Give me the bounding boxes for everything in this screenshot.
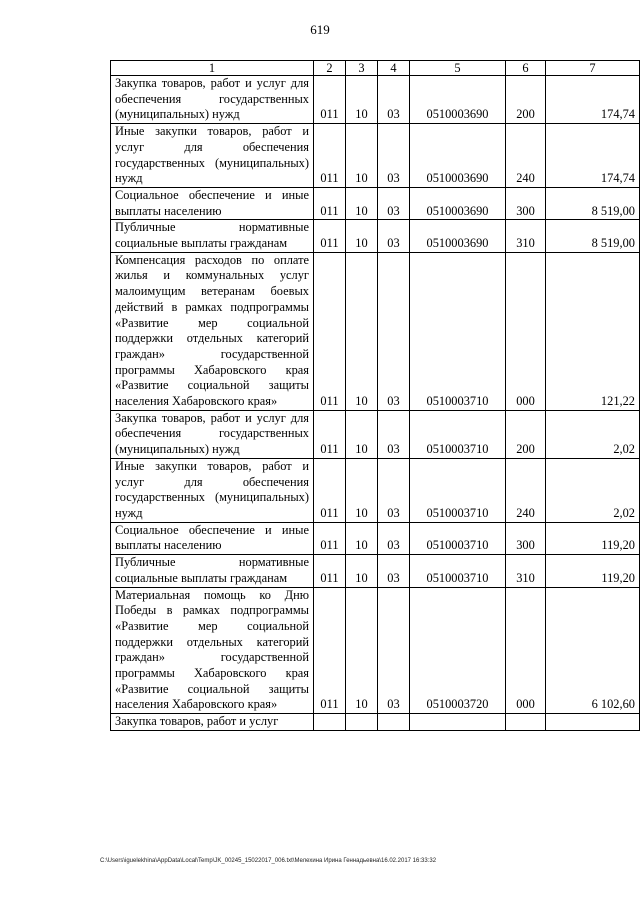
row-expense-type: 300 — [506, 522, 546, 554]
row-expense-type: 000 — [506, 252, 546, 410]
row-expense-type: 200 — [506, 76, 546, 124]
header-col-5: 5 — [410, 61, 506, 76]
row-ministry-code: 011 — [314, 458, 346, 522]
row-section-code: 10 — [346, 76, 378, 124]
row-target-article: 0510003710 — [410, 252, 506, 410]
row-expense-type: 300 — [506, 187, 546, 219]
row-ministry-code: 011 — [314, 252, 346, 410]
table-row — [111, 252, 640, 410]
table-row — [111, 124, 640, 188]
row-amount: 121,22 — [546, 252, 640, 410]
row-subsection-code: 03 — [378, 220, 410, 252]
row-amount: 8 519,00 — [546, 187, 640, 219]
row-ministry-code: 011 — [314, 124, 346, 188]
row-amount: 6 102,60 — [546, 587, 640, 714]
table-row — [111, 76, 640, 124]
row-ministry-code: 011 — [314, 410, 346, 458]
table-row — [111, 587, 640, 714]
row-subsection-code — [378, 714, 410, 731]
table-row — [111, 458, 640, 522]
row-subsection-code: 03 — [378, 555, 410, 587]
row-expense-type: 310 — [506, 555, 546, 587]
row-name: Закупка товаров, работ и услуг для обеспечения государственных (муниципальных) нужд — [111, 76, 314, 124]
row-name: Закупка товаров, работ и услуг для обеспечения государственных (муниципальных) нужд — [111, 410, 314, 458]
table-row — [111, 522, 640, 554]
header-col-6: 6 — [506, 61, 546, 76]
table-row — [111, 220, 640, 252]
table-row — [111, 714, 640, 731]
row-target-article: 0510003690 — [410, 220, 506, 252]
row-name: Социальное обеспечение и иные выплаты населению — [111, 187, 314, 219]
row-target-article: 0510003710 — [410, 410, 506, 458]
row-amount: 2,02 — [546, 458, 640, 522]
row-subsection-code: 03 — [378, 522, 410, 554]
row-amount: 174,74 — [546, 76, 640, 124]
row-target-article: 0510003690 — [410, 76, 506, 124]
row-section-code: 10 — [346, 124, 378, 188]
row-name: Социальное обеспечение и иные выплаты населению — [111, 522, 314, 554]
row-amount: 8 519,00 — [546, 220, 640, 252]
row-ministry-code: 011 — [314, 76, 346, 124]
row-section-code: 10 — [346, 187, 378, 219]
row-amount: 174,74 — [546, 124, 640, 188]
row-subsection-code: 03 — [378, 587, 410, 714]
row-section-code: 10 — [346, 252, 378, 410]
row-target-article: 0510003690 — [410, 187, 506, 219]
row-section-code: 10 — [346, 410, 378, 458]
row-target-article: 0510003710 — [410, 458, 506, 522]
row-subsection-code: 03 — [378, 187, 410, 219]
header-col-1: 1 — [111, 61, 314, 76]
header-col-7: 7 — [546, 61, 640, 76]
budget-table — [110, 60, 640, 731]
row-amount — [546, 714, 640, 731]
row-target-article: 0510003710 — [410, 555, 506, 587]
row-expense-type: 240 — [506, 124, 546, 188]
row-ministry-code: 011 — [314, 522, 346, 554]
row-name: Публичные нормативные социальные выплаты гражданам — [111, 220, 314, 252]
row-expense-type: 000 — [506, 587, 546, 714]
row-ministry-code: 011 — [314, 587, 346, 714]
header-col-3: 3 — [346, 61, 378, 76]
row-section-code — [346, 714, 378, 731]
row-name: Иные закупки товаров, работ и услуг для обеспечения государственных (муниципальных) нужд — [111, 458, 314, 522]
row-ministry-code: 011 — [314, 220, 346, 252]
row-name: Публичные нормативные социальные выплаты гражданам — [111, 555, 314, 587]
table-row — [111, 187, 640, 219]
table-row — [111, 555, 640, 587]
row-ministry-code: 011 — [314, 555, 346, 587]
row-subsection-code: 03 — [378, 410, 410, 458]
header-col-2: 2 — [314, 61, 346, 76]
row-target-article: 0510003720 — [410, 587, 506, 714]
row-amount: 2,02 — [546, 410, 640, 458]
row-subsection-code: 03 — [378, 124, 410, 188]
header-col-4: 4 — [378, 61, 410, 76]
row-name: Компенсация расходов по оплате жилья и коммунальных услуг малоимущим ветеранам боевых действий в рамках подпрограммы «Развитие мер социальной поддержки отдельных категорий граждан» государственной программы Хабаровского края «Развитие социальной защиты населения Хабаровского края» — [111, 252, 314, 410]
page-number: 619 — [310, 22, 330, 37]
table-row — [111, 410, 640, 458]
row-expense-type: 200 — [506, 410, 546, 458]
row-amount: 119,20 — [546, 522, 640, 554]
file-path-footer: C:\Users\iguelekhina\AppData\Local\Temp\JK_00245_15022017_006.txt\Мелехина Ирина Геннадьевна\16.02.2017 16:33:32 — [100, 858, 437, 864]
row-name: Материальная помощь ко Дню Победы в рамках подпрограммы «Развитие мер социальной поддержки отдельных категорий граждан» государственной программы Хабаровского края «Развитие социальной защиты населения Хабаровского края» — [111, 587, 314, 714]
row-target-article: 0510003710 — [410, 522, 506, 554]
row-target-article: 0510003690 — [410, 124, 506, 188]
row-name: Иные закупки товаров, работ и услуг для обеспечения государственных (муниципальных) нужд — [111, 124, 314, 188]
row-section-code: 10 — [346, 458, 378, 522]
row-section-code: 10 — [346, 555, 378, 587]
row-section-code: 10 — [346, 220, 378, 252]
row-subsection-code: 03 — [378, 76, 410, 124]
table-header-row — [111, 61, 640, 76]
row-target-article — [410, 714, 506, 731]
row-ministry-code: 011 — [314, 187, 346, 219]
row-expense-type: 310 — [506, 220, 546, 252]
row-subsection-code: 03 — [378, 458, 410, 522]
row-ministry-code — [314, 714, 346, 731]
row-name: Закупка товаров, работ и услуг — [111, 714, 314, 731]
row-subsection-code: 03 — [378, 252, 410, 410]
row-amount: 119,20 — [546, 555, 640, 587]
row-expense-type — [506, 714, 546, 731]
row-section-code: 10 — [346, 587, 378, 714]
row-section-code: 10 — [346, 522, 378, 554]
row-expense-type: 240 — [506, 458, 546, 522]
